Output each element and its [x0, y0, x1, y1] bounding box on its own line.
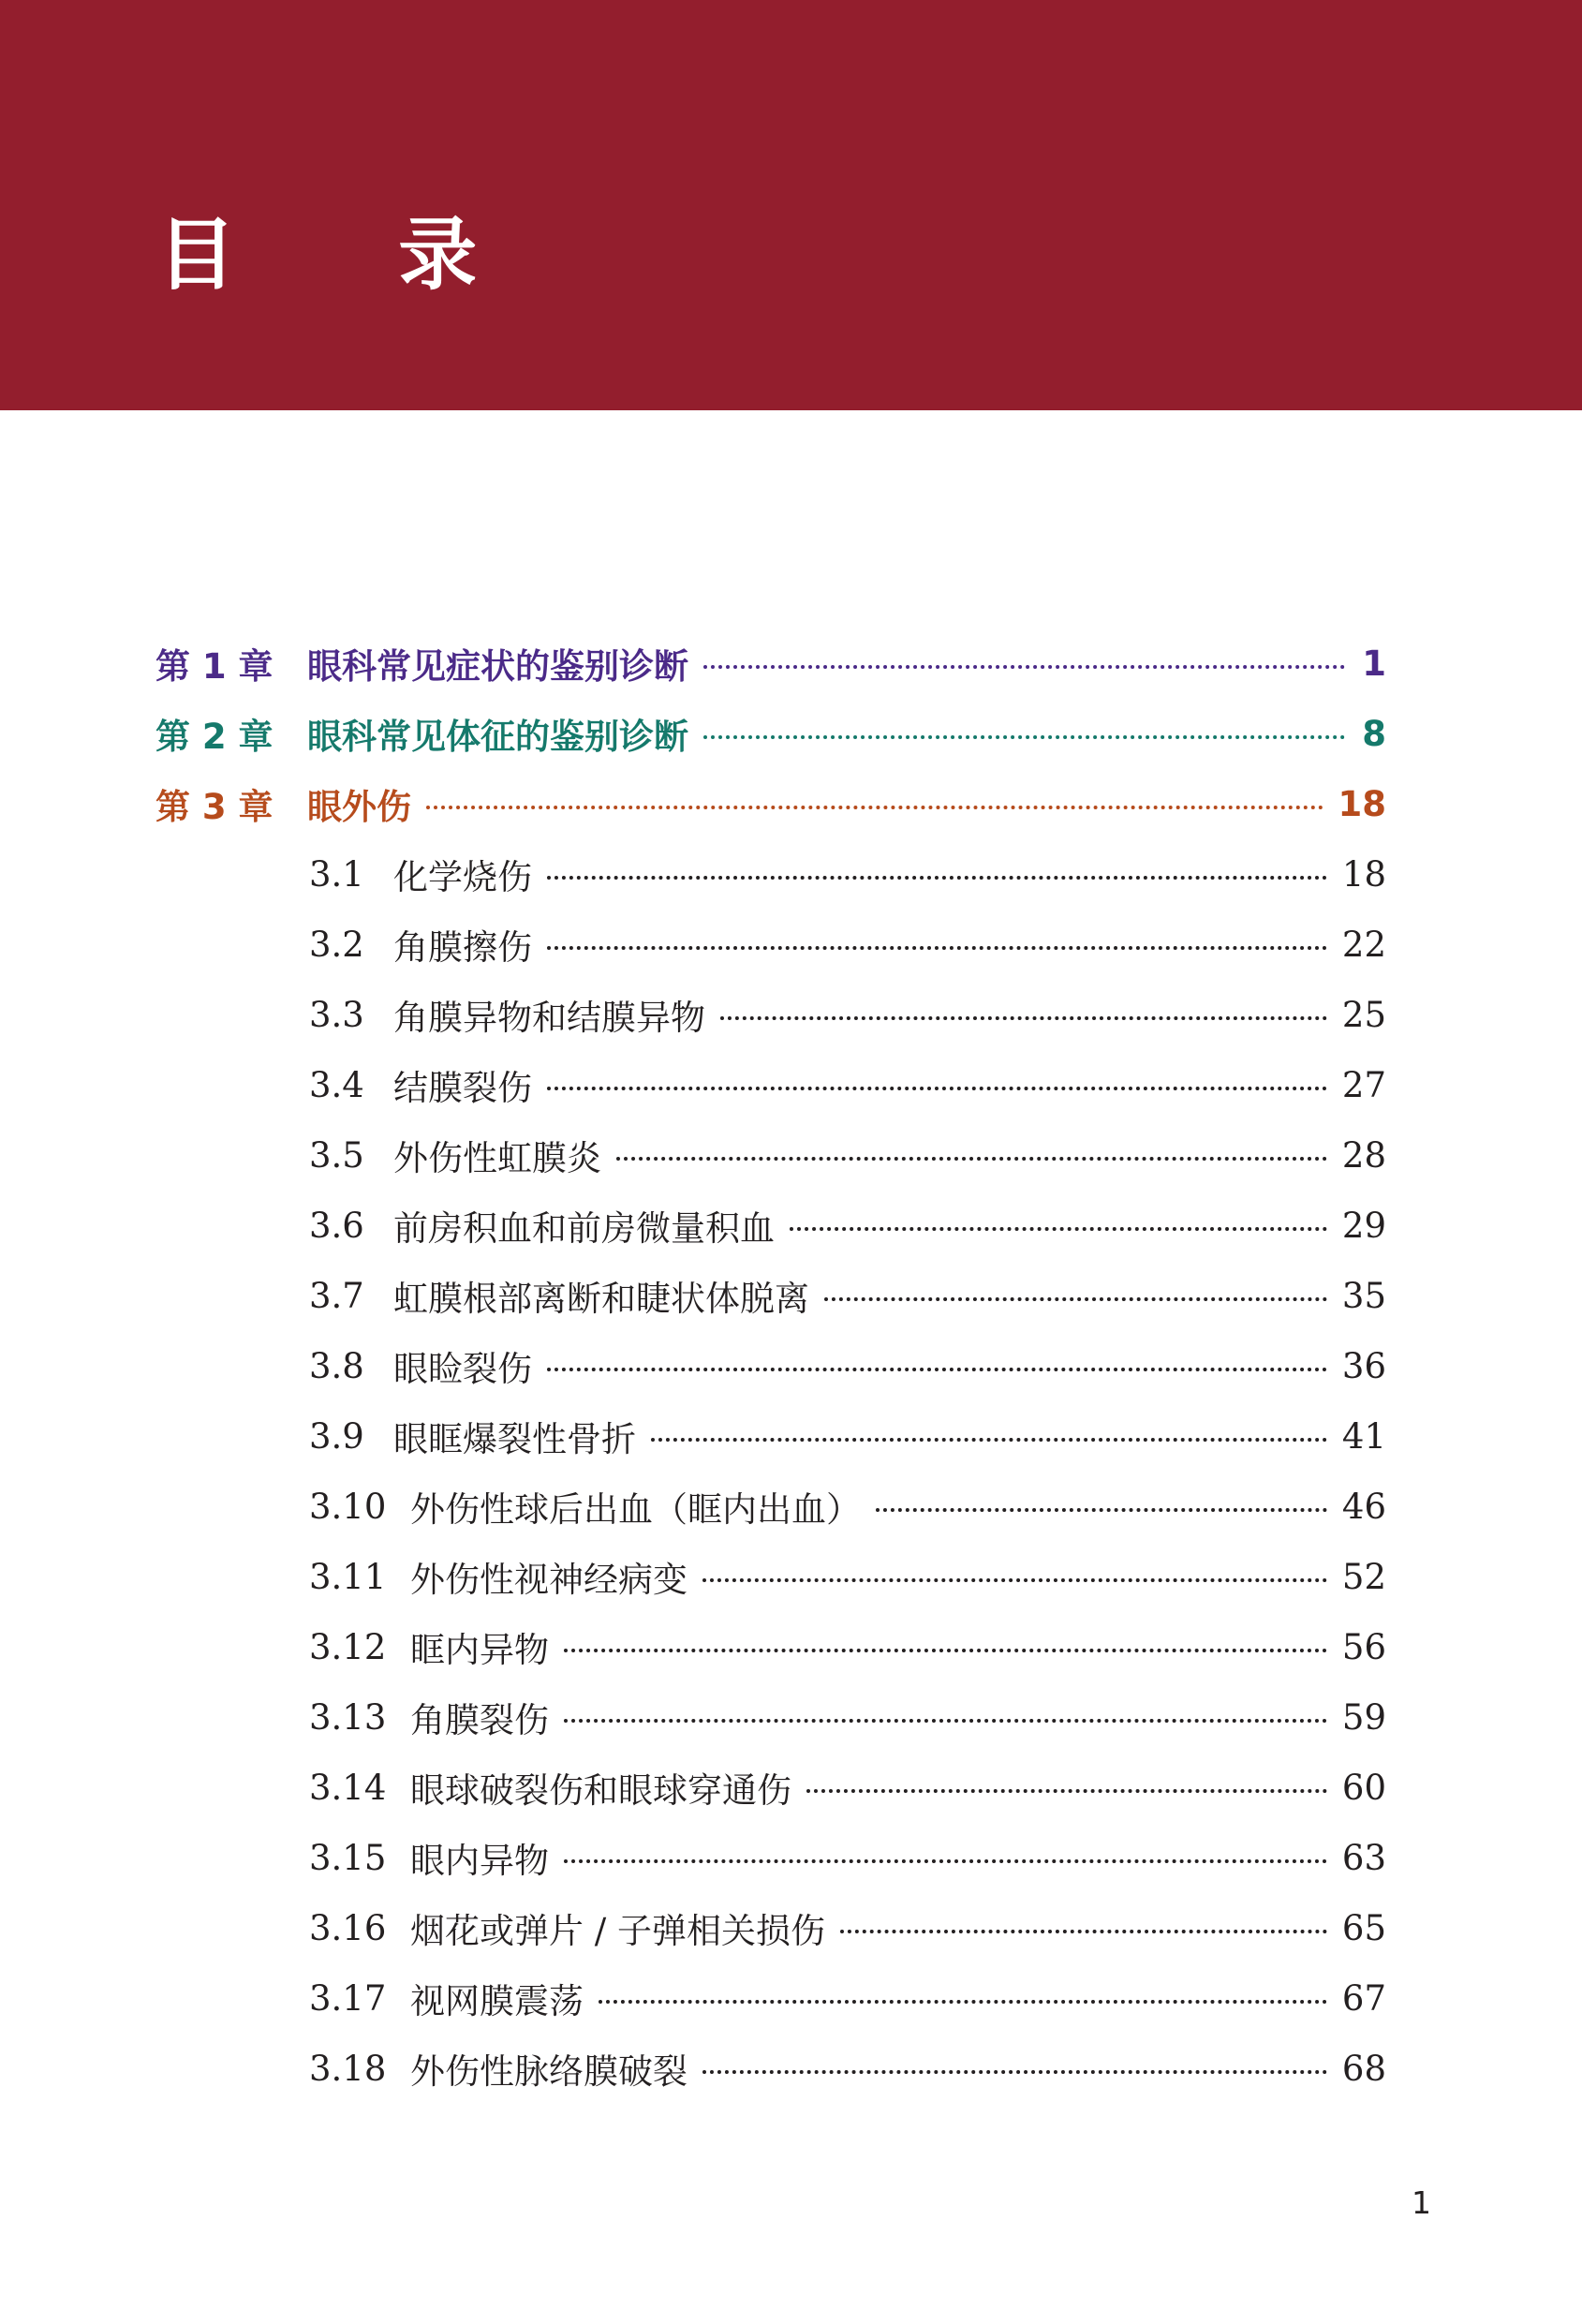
section-page-number: 36 [1341, 1345, 1386, 1386]
section-page-number: 67 [1341, 1977, 1386, 2019]
section-entry[interactable] [309, 1970, 1386, 2026]
dot-leader [564, 1649, 1327, 1652]
section-title: 角膜异物和结膜异物 [393, 998, 705, 1038]
section-number: 3.5 [309, 1134, 364, 1176]
dot-leader [547, 946, 1327, 950]
dot-leader [702, 1578, 1327, 1582]
chapter-number: 第 3 章 [155, 787, 274, 827]
section-entry[interactable] [309, 1057, 1386, 1113]
section-page-number: 41 [1341, 1415, 1386, 1457]
section-title: 视网膜震荡 [410, 1981, 584, 2021]
section-number: 3.6 [309, 1205, 364, 1246]
chapter-entry[interactable] [155, 705, 1386, 762]
section-title: 眶内异物 [410, 1630, 549, 1670]
dot-leader [547, 1087, 1327, 1090]
dot-leader [426, 806, 1323, 809]
section-page-number: 29 [1341, 1205, 1386, 1246]
section-title: 外伤性脉络膜破裂 [410, 2051, 688, 2092]
section-title: 烟花或弹片 / 子弹相关损伤 [410, 1911, 825, 1951]
section-entry[interactable] [309, 1267, 1386, 1324]
chapter-page-number: 8 [1362, 713, 1386, 754]
section-number: 3.18 [309, 2048, 387, 2089]
section-page-number: 28 [1341, 1134, 1386, 1176]
chapter-number: 第 1 章 [155, 646, 274, 687]
section-page-number: 46 [1341, 1486, 1386, 1527]
section-number: 3.2 [309, 924, 364, 965]
section-page-number: 65 [1341, 1907, 1386, 1948]
dot-leader [599, 2000, 1327, 2004]
section-number: 3.10 [309, 1486, 387, 1527]
section-page-number: 18 [1341, 853, 1386, 895]
dot-leader [564, 1719, 1327, 1723]
section-title: 外伤性视神经病变 [410, 1560, 688, 1600]
section-title: 虹膜根部离断和睫状体脱离 [393, 1279, 809, 1319]
section-entry[interactable] [309, 1548, 1386, 1605]
section-page-number: 35 [1341, 1275, 1386, 1316]
dot-leader [806, 1789, 1327, 1793]
dot-leader [876, 1508, 1327, 1512]
section-number: 3.9 [309, 1415, 364, 1457]
dot-leader [616, 1157, 1327, 1161]
section-title: 眼睑裂伤 [393, 1349, 532, 1389]
section-number: 3.16 [309, 1907, 387, 1948]
section-number: 3.17 [309, 1977, 387, 2019]
page-title: 目 录 [157, 209, 545, 301]
chapter-entry[interactable] [155, 776, 1386, 832]
section-number: 3.13 [309, 1696, 387, 1738]
section-entry[interactable] [309, 846, 1386, 902]
section-title: 角膜裂伤 [410, 1700, 549, 1740]
section-number: 3.4 [309, 1064, 364, 1105]
section-page-number: 60 [1341, 1767, 1386, 1808]
section-entry[interactable] [309, 986, 1386, 1043]
section-title: 结膜裂伤 [393, 1068, 532, 1108]
section-entry[interactable] [309, 1197, 1386, 1253]
dot-leader [702, 2070, 1327, 2074]
section-number: 3.14 [309, 1767, 387, 1808]
section-number: 3.8 [309, 1345, 364, 1386]
section-number: 3.11 [309, 1556, 387, 1597]
chapter-number: 第 2 章 [155, 717, 274, 757]
section-page-number: 56 [1341, 1626, 1386, 1667]
section-page-number: 52 [1341, 1556, 1386, 1597]
section-title: 化学烧伤 [393, 857, 532, 897]
section-number: 3.3 [309, 994, 364, 1035]
section-title: 眼内异物 [410, 1841, 549, 1881]
section-entry[interactable] [309, 916, 1386, 972]
dot-leader [720, 1016, 1327, 1020]
page-number: 1 [1412, 2184, 1431, 2221]
section-title: 外伤性虹膜炎 [393, 1138, 601, 1178]
section-number: 3.1 [309, 853, 364, 895]
section-entry[interactable] [309, 1127, 1386, 1183]
chapter-title: 眼科常见体征的鉴别诊断 [307, 717, 688, 757]
section-page-number: 25 [1341, 994, 1386, 1035]
dot-leader [564, 1859, 1327, 1863]
dot-leader [824, 1297, 1327, 1301]
section-number: 3.15 [309, 1837, 387, 1878]
chapter-page-number: 18 [1338, 783, 1386, 824]
section-entry[interactable] [309, 1900, 1386, 1956]
dot-leader [790, 1227, 1327, 1231]
section-title: 角膜擦伤 [393, 927, 532, 968]
dot-leader [547, 876, 1327, 880]
section-title: 眼球破裂伤和眼球穿通伤 [410, 1770, 791, 1811]
section-title: 前房积血和前房微量积血 [393, 1208, 775, 1249]
section-page-number: 68 [1341, 2048, 1386, 2089]
section-entry[interactable] [309, 1689, 1386, 1745]
section-entry[interactable] [309, 1408, 1386, 1464]
chapter-title: 眼外伤 [307, 787, 411, 827]
section-entry[interactable] [309, 1759, 1386, 1815]
dot-leader [703, 665, 1345, 669]
section-entry[interactable] [309, 1619, 1386, 1675]
section-entry[interactable] [309, 1829, 1386, 1886]
chapter-entry[interactable] [155, 635, 1386, 691]
chapter-page-number: 1 [1362, 643, 1386, 684]
section-title: 外伤性球后出血（眶内出血） [410, 1489, 861, 1530]
header-band [0, 0, 1582, 410]
section-number: 3.12 [309, 1626, 387, 1667]
section-page-number: 22 [1341, 924, 1386, 965]
chapter-title: 眼科常见症状的鉴别诊断 [307, 646, 688, 687]
section-number: 3.7 [309, 1275, 364, 1316]
section-page-number: 59 [1341, 1696, 1386, 1738]
section-page-number: 27 [1341, 1064, 1386, 1105]
section-page-number: 63 [1341, 1837, 1386, 1878]
section-entry[interactable] [309, 1338, 1386, 1394]
section-title: 眼眶爆裂性骨折 [393, 1419, 636, 1459]
section-entry[interactable] [309, 2040, 1386, 2096]
dot-leader [840, 1930, 1327, 1933]
dot-leader [703, 735, 1345, 739]
dot-leader [651, 1438, 1327, 1442]
section-entry[interactable] [309, 1478, 1386, 1534]
dot-leader [547, 1368, 1327, 1371]
